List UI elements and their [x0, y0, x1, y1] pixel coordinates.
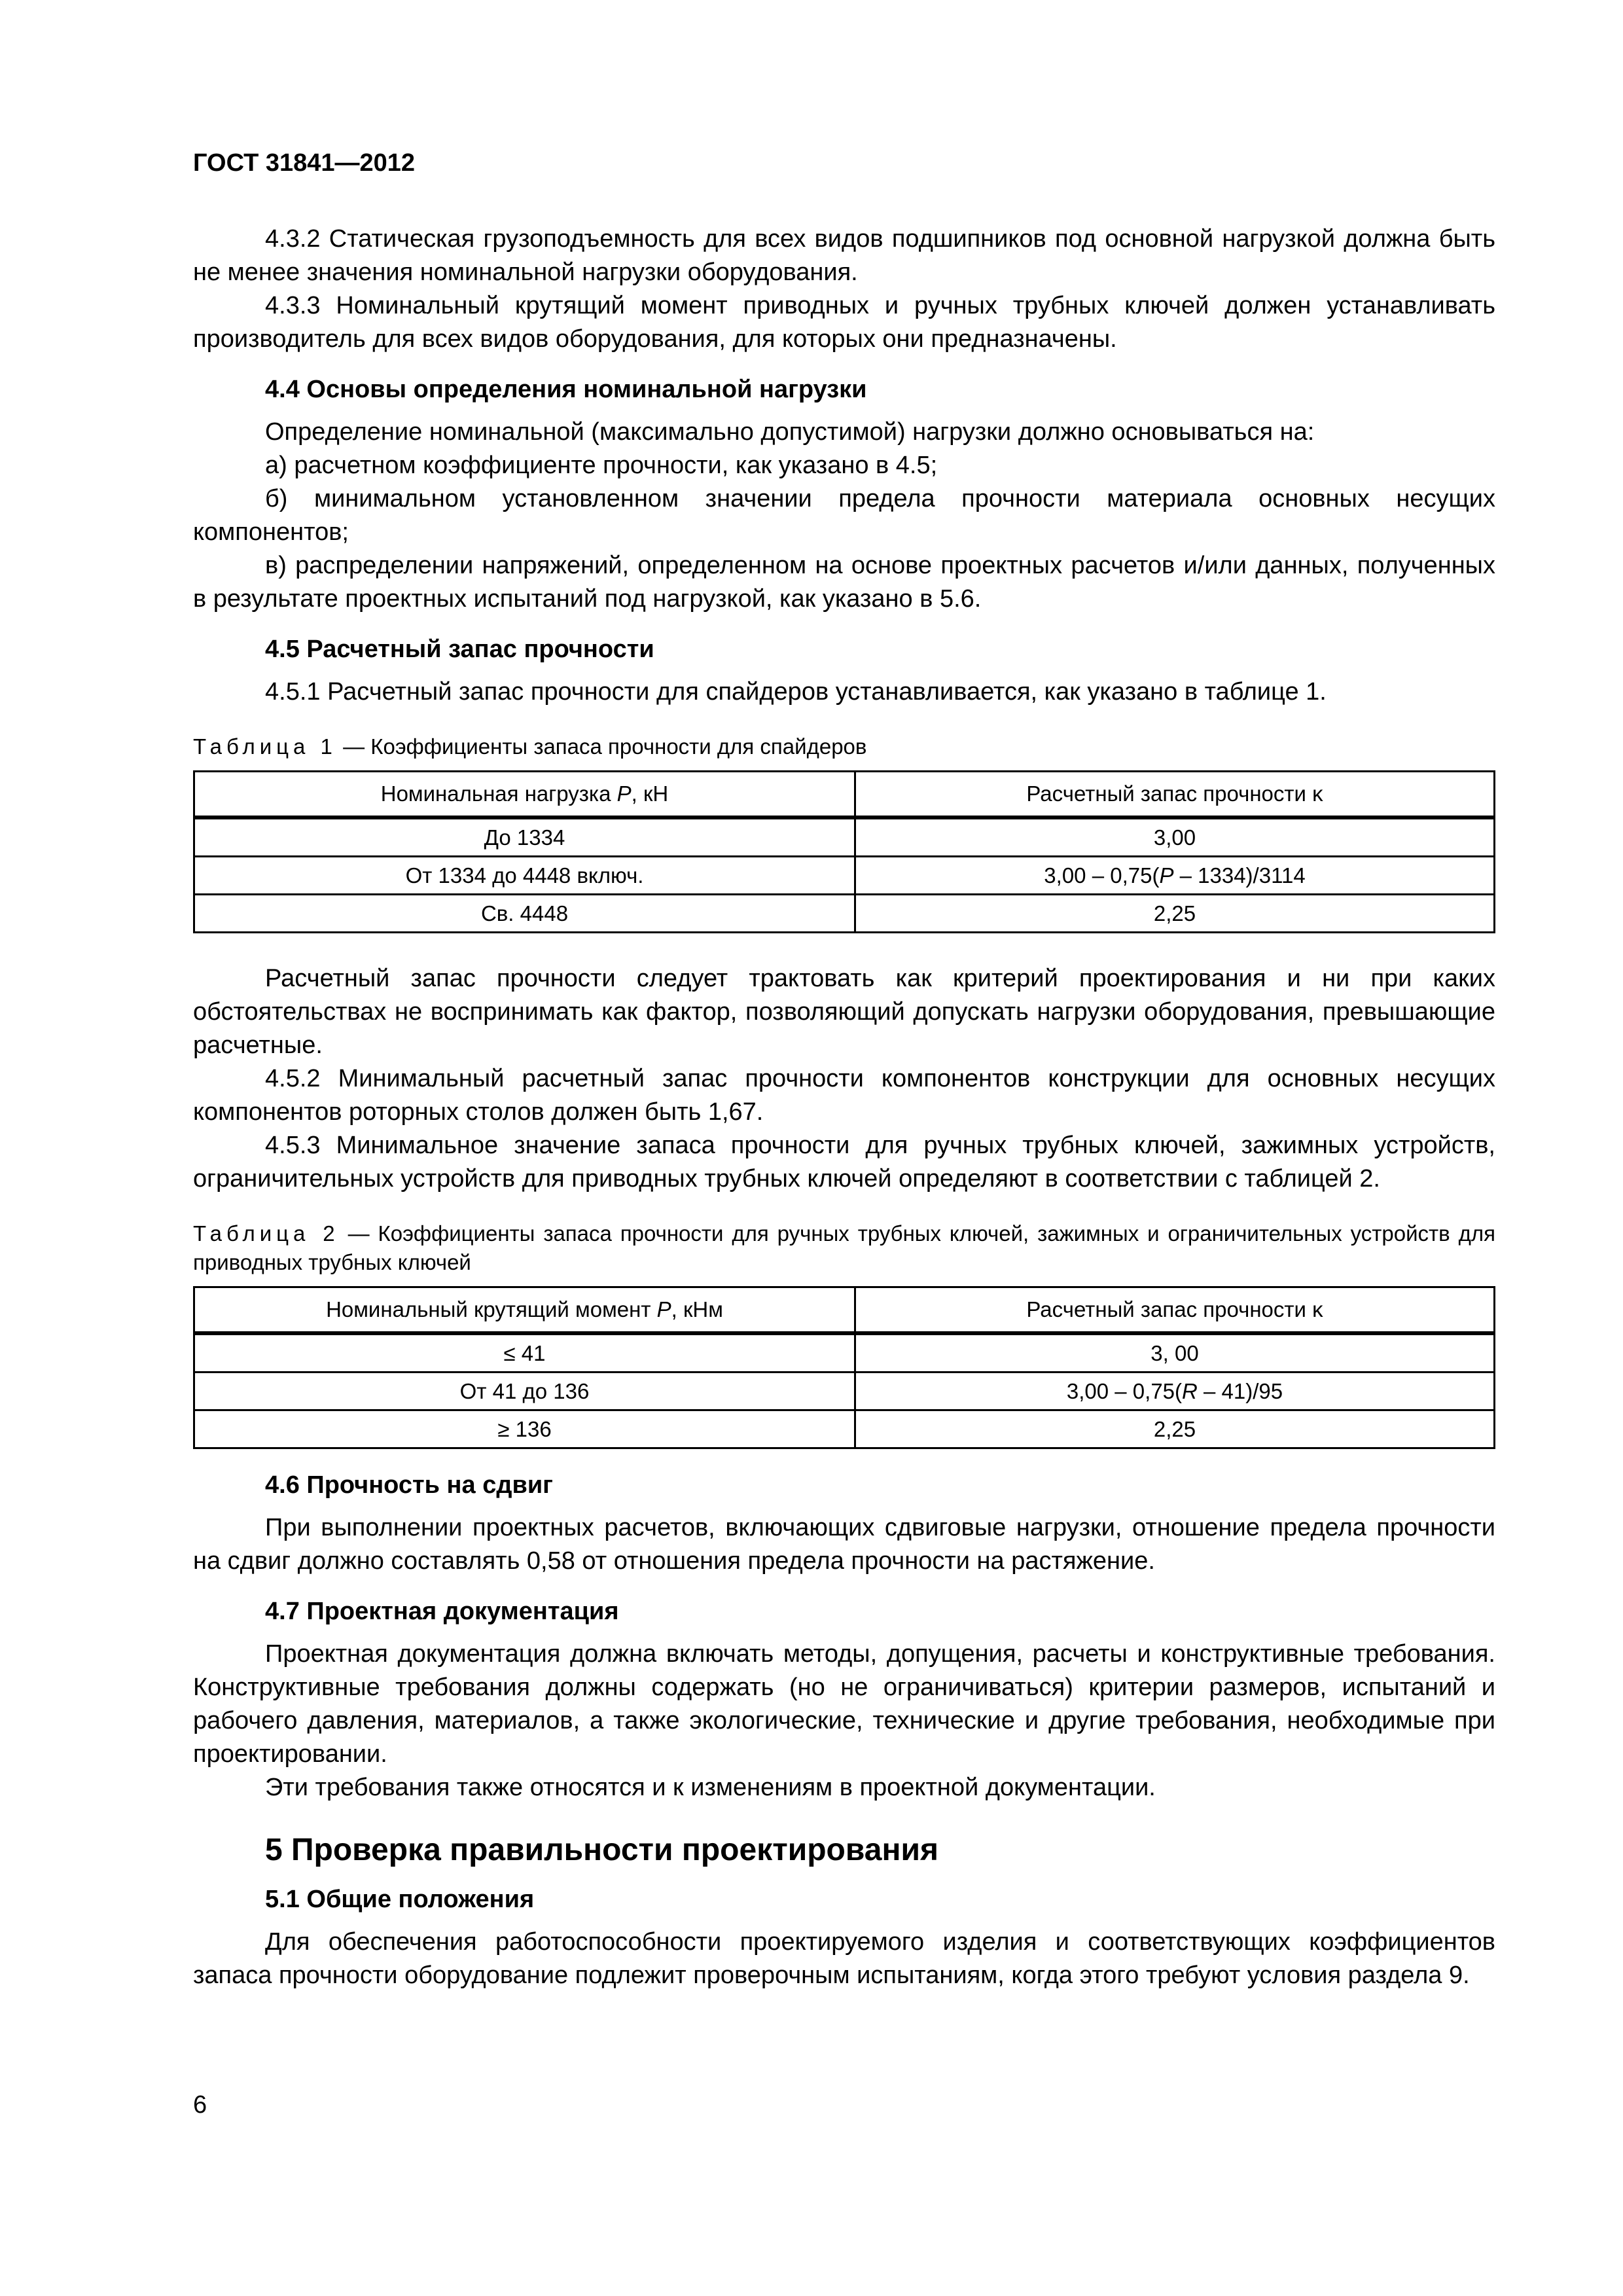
table-1: [193, 770, 1495, 933]
page-number: 6: [193, 2091, 207, 2119]
table-row: [194, 857, 1495, 895]
table-cell: До 1334: [194, 817, 855, 857]
clause-4-4-item-b: б) минимальном установленном значении предела прочности материала основных несущих компонентов;: [193, 485, 1495, 546]
clause-4-4-item-c: в) распределении напряжений, определенном на основе проектных расчетов и/или данных, полученных в результате проектных испытаний под нагрузкой, как указано в 5.6.: [193, 552, 1495, 613]
table-cell: Св. 4448: [194, 895, 855, 933]
table-cell: 3, 00: [855, 1333, 1495, 1372]
clause-4-3-2: 4.3.2 Статическая грузоподъемность для всех видов подшипников под основной нагрузкой должна быть не менее значения номинальной нагрузки оборудования.: [193, 225, 1495, 286]
heading-4-7: 4.7 Проектная документация: [265, 1598, 619, 1625]
clause-4-5-note: Расчетный запас прочности следует трактовать как критерий проектирования и ни при каких обстоятельствах не воспринимать как фактор, позволяющий допускать нагрузки оборудования, превышающие расчетные.: [193, 965, 1495, 1059]
table-cell: От 1334 до 4448 включ.: [194, 857, 855, 895]
clause-4-5-3: 4.5.3 Минимальное значение запаса прочности для ручных трубных ключей, зажимных устройств, ограничительных устройств для приводных трубных ключей определяют в соответствии с таблицей 2.: [193, 1132, 1495, 1193]
clause-4-5-1: 4.5.1 Расчетный запас прочности для спайдеров устанавливается, как указано в таблице 1.: [265, 678, 1327, 706]
table-1-title: — Коэффициенты запаса прочности для спайдеров: [336, 734, 867, 759]
clause-4-7-p1: Проектная документация должна включать методы, допущения, расчеты и конструктивные требования. Конструктивные требования должны содержать (но не ограничиваться) критерии размеров, испытаний и рабочего давления, материалов, а также экологические, технические и другие требования, необходимые при проектировании.: [193, 1640, 1495, 1768]
table-2: [193, 1286, 1495, 1449]
table-cell: 2,25: [855, 1410, 1495, 1448]
heading-4-5: 4.5 Расчетный запас прочности: [265, 636, 654, 663]
clause-5-1: Для обеспечения работоспособности проектируемого изделия и соответствующих коэффициентов запаса прочности оборудование подлежит проверочным испытаниям, когда этого требуют условия раздела 9.: [193, 1928, 1495, 1989]
table-1-header-load: Номинальная нагрузка P, кН: [194, 772, 855, 818]
table-cell: 2,25: [855, 895, 1495, 933]
table-2-title: — Коэффициенты запаса прочности для ручных трубных ключей, зажимных и ограничительных устройств для приводных трубных ключей: [193, 1221, 1495, 1274]
heading-4-6: 4.6 Прочность на сдвиг: [265, 1471, 554, 1499]
table-2-header-factor: Расчетный запас прочности κ: [855, 1287, 1495, 1334]
table-cell: 3,00 – 0,75(P – 1334)/3114: [855, 857, 1495, 895]
table-1-header-factor: Расчетный запас прочности κ: [855, 772, 1495, 818]
clause-4-3-3: 4.3.3 Номинальный крутящий момент приводных и ручных трубных ключей должен устанавливать производитель для всех видов оборудования, для которых они предназначены.: [193, 292, 1495, 353]
table-cell: ≤ 41: [194, 1333, 855, 1372]
table-row: [194, 895, 1495, 933]
clause-4-4-item-a: а) расчетном коэффициенте прочности, как указано в 4.5;: [265, 452, 938, 479]
heading-5: 5 Проверка правильности проектирования: [265, 1833, 938, 1867]
heading-5-1: 5.1 Общие положения: [265, 1886, 535, 1913]
table-2-caption: [193, 1219, 1495, 1277]
table-cell: ≥ 136: [194, 1410, 855, 1448]
table-2-header-torque: Номинальный крутящий момент P, кНм: [194, 1287, 855, 1334]
table-row: [194, 1333, 1495, 1372]
table-1-label: Таблица 1: [193, 734, 337, 759]
page-content: [193, 223, 1495, 1992]
document-id: ГОСТ 31841—2012: [193, 149, 416, 177]
heading-4-4: 4.4 Основы определения номинальной нагрузки: [265, 376, 867, 403]
clause-4-7-p2: Эти требования также относятся и к изменениям в проектной документации.: [265, 1774, 1156, 1801]
table-cell: 3,00 – 0,75(R – 41)/95: [855, 1372, 1495, 1410]
clause-4-5-2: 4.5.2 Минимальный расчетный запас прочности компонентов конструкции для основных несущих компонентов роторных столов должен быть 1,67.: [193, 1065, 1495, 1126]
table-row: [194, 1372, 1495, 1410]
table-cell: От 41 до 136: [194, 1372, 855, 1410]
table-1-caption: [193, 732, 1495, 761]
clause-4-4-intro: Определение номинальной (максимально допустимой) нагрузки должно основываться на:: [265, 418, 1315, 446]
table-cell: 3,00: [855, 817, 1495, 857]
clause-4-6: При выполнении проектных расчетов, включающих сдвиговые нагрузки, отношение предела прочности на сдвиг должно составлять 0,58 от отношения предела прочности на растяжение.: [193, 1514, 1495, 1575]
table-row: [194, 1410, 1495, 1448]
table-row: [194, 817, 1495, 857]
table-2-label: Таблица 2: [193, 1221, 340, 1246]
